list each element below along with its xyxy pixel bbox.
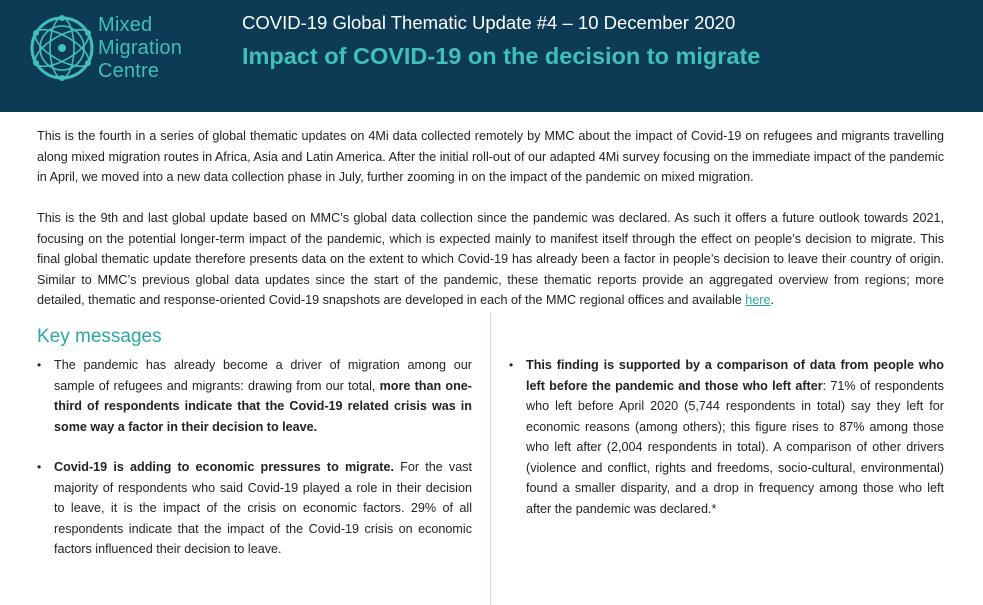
document-series-title: COVID-19 Global Thematic Update #4 – 10 December 2020 xyxy=(242,12,736,33)
column-divider xyxy=(490,312,491,605)
list-item xyxy=(37,457,472,560)
page-header xyxy=(0,0,983,112)
bullet-3-bold: This finding is supported by a comparison of data from people who left before the pandemic and those who left after xyxy=(526,358,944,393)
intro-paragraph-2-end: . xyxy=(770,293,774,307)
globe-network-icon xyxy=(28,14,96,82)
key-messages-right-column xyxy=(509,355,944,519)
intro-paragraph-1: This is the fourth in a series of global thematic updates on 4Mi data collected remotely by MMC about the impact of Covid-19 on refugees and migrants travelling along mixed migration routes in Africa, Asia and Latin America. After the initial roll-out of our adapted 4Mi survey focusing on the immediate impact of the pandemic in April, we moved into a new data collection phase in July, further zooming in on the impact of the pandemic on mixed migration. xyxy=(37,129,944,184)
document-title: Impact of COVID-19 on the decision to migrate xyxy=(242,43,761,69)
bullet-2-text: For the vast majority of respondents who said Covid-19 played a role in their decision to leave, it is the impact of the crisis on economic factors. 29% of all respondents indicate that the impact of the Covid-19 crisis on economic factors influenced their decision to leave. xyxy=(54,460,472,556)
key-messages-left-column xyxy=(37,355,472,560)
intro-paragraph-2-text: This is the 9th and last global update based on MMC’s global data collection since the pandemic was declared. As such it offers a future outlook towards 2021, focusing on the potential longer-term impact of the pandemic, which is expected mainly to manifest itself through the effect on people’s decision to migrate. This final global thematic update therefore presents data on the extent to which Covid-19 has already been a factor in people’s decision to leave their country of origin. Similar to MMC’s previous global data updates since the start of the pandemic, these thematic reports provide an aggregated overview from regions; more detailed, thematic and response-oriented Covid-19 snapshots are developed in each of the MMC regional offices and available xyxy=(37,211,944,307)
logo-wordmark xyxy=(98,14,182,83)
bullet-icon: • xyxy=(509,358,514,372)
logo-line-1: Mixed xyxy=(98,14,153,36)
here-link[interactable]: here xyxy=(745,293,771,307)
key-messages-heading: Key messages xyxy=(37,326,162,347)
bullet-icon: • xyxy=(37,460,42,474)
logo-line-3: Centre xyxy=(98,60,160,82)
intro-paragraph-2 xyxy=(37,208,944,311)
bullet-3-text: : 71% of respondents who left before April 2020 (5,744 respondents in total) say they left for economic reasons (among others); this figure rises to 87% among those who left after (2,004 respondents in total). A comparison of other drivers (violence and conflict, rights and freedoms, socio-cultural, environmental) found a smaller disparity, and a drop in frequency among those who left after the pandemic was declared.* xyxy=(526,378,944,516)
list-item xyxy=(509,355,944,519)
bullet-1-bold: more than one-third of respondents indicate that the Covid-19 related crisis was in some way a factor in their decision to leave. xyxy=(54,378,472,434)
bullet-1-text: The pandemic has already become a driver of migration among our sample of refugees and migrants: drawing from our total, xyxy=(54,358,472,393)
mmc-logo[interactable] xyxy=(28,12,198,84)
list-item xyxy=(37,355,472,437)
bullet-2-bold: Covid-19 is adding to economic pressures to migrate. xyxy=(54,460,394,474)
logo-line-2: Migration xyxy=(98,37,183,59)
bullet-icon: • xyxy=(37,358,42,372)
